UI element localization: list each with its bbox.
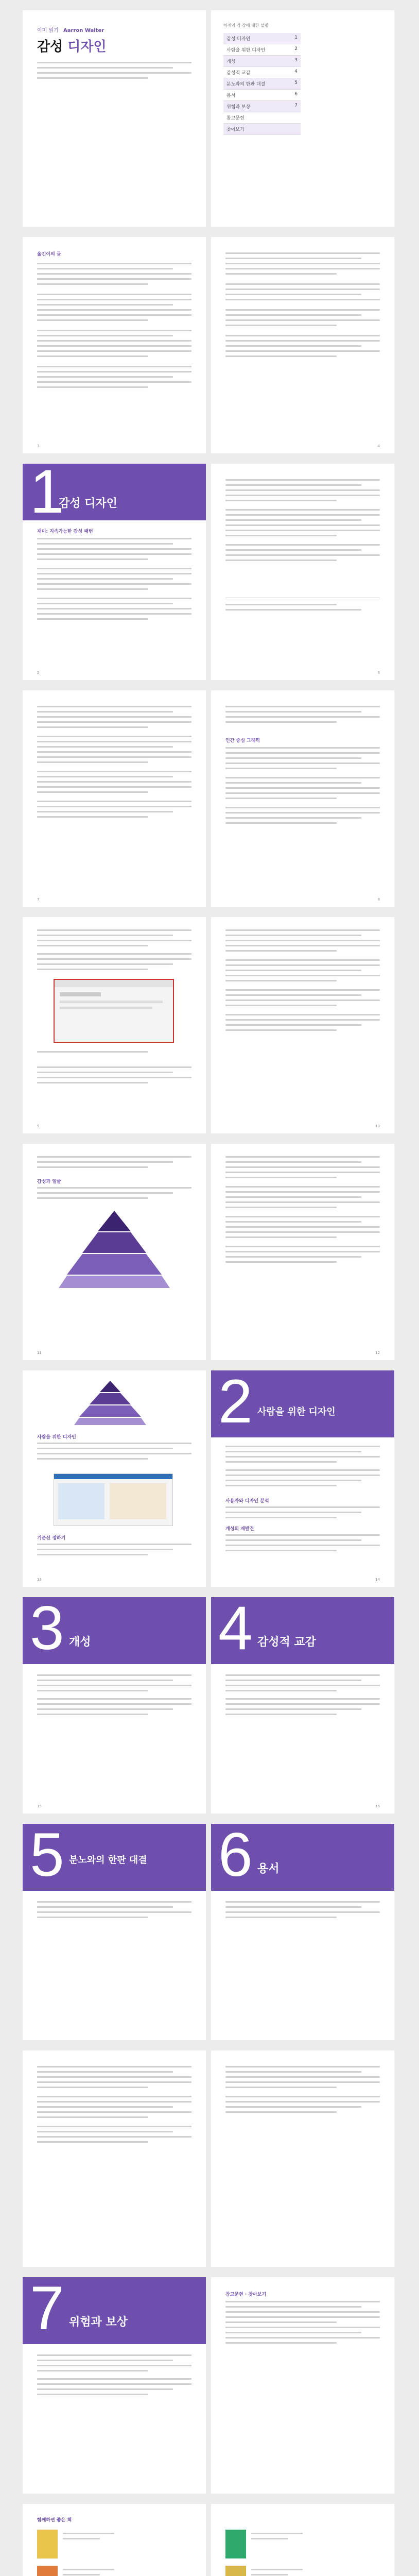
ch2-band bbox=[211, 1370, 394, 1437]
pyramid-tier-1 bbox=[100, 1381, 120, 1392]
spread-text-a bbox=[0, 690, 419, 907]
toc-item-label: 감성적 교감 bbox=[226, 71, 251, 76]
toc-item-number: 6 bbox=[294, 92, 298, 97]
screenshot-panel bbox=[110, 1483, 166, 1519]
spread-books bbox=[0, 2504, 419, 2576]
body-text bbox=[37, 1187, 191, 1202]
body-text bbox=[225, 2066, 380, 2116]
body-text bbox=[225, 706, 380, 726]
book-cover bbox=[37, 2566, 58, 2576]
toc-item-number: 5 bbox=[294, 80, 298, 86]
chapter-title: 감성 디자인 bbox=[59, 497, 117, 510]
spread-pyramid bbox=[0, 1144, 419, 1360]
book-cover bbox=[37, 2530, 58, 2558]
book-cover bbox=[225, 2530, 246, 2558]
toc-item[interactable] bbox=[223, 67, 301, 78]
body-text bbox=[37, 1544, 191, 1559]
page-number: 12 bbox=[375, 1351, 380, 1355]
book-text bbox=[251, 2569, 303, 2576]
figure-screenshot bbox=[54, 979, 174, 1043]
pyramid-tier-2 bbox=[90, 1393, 131, 1404]
ch5-opener bbox=[23, 1824, 206, 2040]
body-text bbox=[37, 2066, 191, 2146]
pyramid-tier-3 bbox=[67, 1254, 162, 1275]
pyramid-tier-3 bbox=[79, 1405, 141, 1417]
body-text bbox=[37, 1443, 191, 1463]
books-page bbox=[23, 2504, 206, 2576]
toc-list bbox=[223, 33, 301, 135]
screenshot-line bbox=[60, 1001, 163, 1003]
book-cover bbox=[225, 2566, 246, 2576]
page-number: 3 bbox=[37, 444, 40, 448]
toc-item[interactable] bbox=[223, 56, 301, 67]
toc-item-number: 1 bbox=[294, 35, 298, 40]
section-heading: 사람을 위한 디자인 bbox=[37, 1435, 76, 1440]
books-page bbox=[211, 2504, 394, 2576]
chapter-number: 3 bbox=[30, 1597, 64, 1663]
toc-item-label: 위험과 보상 bbox=[226, 105, 251, 110]
pyramid-tier-2 bbox=[82, 1232, 146, 1253]
screenshot-toolbar bbox=[55, 980, 173, 987]
body-text bbox=[37, 929, 191, 974]
section-heading: 기준선 정하기 bbox=[37, 1536, 66, 1541]
spread-ch1 bbox=[0, 464, 419, 680]
ch4-band bbox=[211, 1597, 394, 1664]
spread-cover bbox=[0, 10, 419, 227]
page-number: 13 bbox=[37, 1578, 42, 1582]
text-page bbox=[23, 2050, 206, 2267]
text-page bbox=[211, 1144, 394, 1360]
spread-ch3-ch4 bbox=[0, 1597, 419, 1814]
book-text bbox=[63, 2569, 114, 2576]
text-page bbox=[23, 917, 206, 1133]
intro-text bbox=[37, 263, 191, 392]
body-text bbox=[225, 1446, 380, 1490]
body-text bbox=[225, 1506, 380, 1522]
ch6-band bbox=[211, 1824, 394, 1891]
ch1-text-right bbox=[225, 479, 380, 565]
pyramid-page bbox=[23, 1144, 206, 1360]
toc-item-label: 찾아보기 bbox=[226, 127, 245, 132]
toc-item[interactable] bbox=[223, 33, 301, 44]
chapter-number: 2 bbox=[218, 1370, 253, 1436]
section-heading: 개성의 재발견 bbox=[225, 1527, 254, 1532]
toc-item-label: 참고문헌 bbox=[226, 116, 245, 121]
chapter-title: 위험과 보상 bbox=[69, 2316, 128, 2329]
body-text bbox=[225, 929, 380, 1035]
chapter-title: 개성 bbox=[69, 1636, 91, 1649]
page-number: 9 bbox=[37, 1124, 40, 1128]
toc-item-label: 개성 bbox=[226, 59, 236, 64]
cover-series bbox=[37, 26, 104, 33]
ch4-opener bbox=[211, 1597, 394, 1814]
ch1-opener bbox=[23, 464, 206, 680]
caption-text bbox=[37, 1051, 191, 1056]
body-text bbox=[37, 1156, 191, 1172]
body-text bbox=[37, 706, 191, 821]
toc-item-label: 용서 bbox=[226, 93, 236, 98]
spread-ch7 bbox=[0, 2277, 419, 2494]
toc-item-number: 7 bbox=[294, 103, 298, 108]
pyramid-tier-4 bbox=[59, 1276, 170, 1288]
page-number: 11 bbox=[37, 1351, 42, 1355]
ch3-opener bbox=[23, 1597, 206, 1814]
toc-heading: 차례와 각 장에 대한 설명 bbox=[223, 23, 269, 28]
page-number: 10 bbox=[375, 1124, 380, 1128]
author-name: Aarron Walter bbox=[63, 28, 104, 33]
pyramid-diagram bbox=[59, 1211, 170, 1298]
text-page bbox=[211, 690, 394, 907]
chapter-number: 4 bbox=[218, 1597, 253, 1663]
ch5-band bbox=[23, 1824, 206, 1891]
ch3-band bbox=[23, 1597, 206, 1664]
section-heading: 인간 중심 그래픽 bbox=[225, 738, 260, 743]
cover-page bbox=[23, 10, 206, 227]
toc-item-label: 사람을 위한 디자인 bbox=[226, 48, 266, 53]
body-text bbox=[37, 1674, 191, 1719]
spread-intro bbox=[0, 237, 419, 453]
foreword-text bbox=[225, 252, 380, 361]
body-text bbox=[37, 1901, 191, 1922]
series-label: 이미 읽기 bbox=[37, 28, 59, 33]
chapter-number: 1 bbox=[30, 464, 64, 526]
page-number: 4 bbox=[377, 444, 380, 448]
chapter-title: 사람을 위한 디자인 bbox=[257, 1406, 336, 1417]
footnote-text bbox=[225, 604, 380, 614]
body-text bbox=[37, 1066, 191, 1087]
text-page bbox=[211, 917, 394, 1133]
ch6-opener bbox=[211, 1824, 394, 2040]
appendix-page bbox=[211, 2277, 394, 2494]
toc-item[interactable] bbox=[223, 124, 301, 135]
spread-ch5-ch6 bbox=[0, 1824, 419, 2040]
book-text bbox=[251, 2533, 303, 2543]
section-heading: 사용자와 디자인 분석 bbox=[225, 1499, 269, 1504]
chapter-title: 용서 bbox=[257, 1862, 280, 1875]
ch7-band bbox=[23, 2277, 206, 2344]
body-text bbox=[225, 1534, 380, 1555]
body-text bbox=[225, 1901, 380, 1922]
toc-item-label: 감성 디자인 bbox=[226, 37, 251, 42]
text-page bbox=[23, 1370, 206, 1587]
body-text bbox=[225, 747, 380, 827]
page-number: 16 bbox=[375, 1804, 380, 1808]
text-page bbox=[211, 2050, 394, 2267]
toc-item[interactable] bbox=[223, 112, 301, 124]
screenshot-line bbox=[60, 1007, 152, 1009]
ch1-text-page bbox=[211, 464, 394, 680]
ch1-text bbox=[37, 538, 191, 623]
page-number: 15 bbox=[37, 1804, 42, 1808]
pyramid-tier-4 bbox=[74, 1418, 146, 1425]
intro-heading: 옮긴이의 글 bbox=[37, 252, 61, 257]
page-number: 6 bbox=[377, 671, 380, 675]
toc-item-number: 2 bbox=[294, 46, 298, 52]
toc-item-label: 분노와의 한판 대결 bbox=[226, 82, 266, 87]
page-number: 5 bbox=[37, 671, 40, 675]
chapter-title: 감성적 교감 bbox=[257, 1636, 316, 1649]
cover-title-b: 디자인 bbox=[67, 39, 107, 55]
small-pyramid-diagram bbox=[74, 1381, 146, 1427]
body-text bbox=[37, 2354, 191, 2399]
screenshot-panel bbox=[58, 1483, 104, 1519]
toc-item[interactable] bbox=[223, 101, 301, 112]
toc-page bbox=[211, 10, 394, 227]
cover-text bbox=[37, 62, 191, 82]
section-heading: 재미: 지속가능한 감성 패턴 bbox=[37, 529, 93, 534]
toc-item-number: 4 bbox=[294, 69, 298, 74]
chapter-number: 7 bbox=[30, 2277, 64, 2343]
spread-screenshot bbox=[0, 917, 419, 1133]
figure-screenshot bbox=[54, 1473, 173, 1526]
section-heading: 감성과 얼굴 bbox=[37, 1179, 61, 1184]
pyramid-tier-1 bbox=[98, 1211, 131, 1231]
body-text bbox=[225, 1156, 380, 1266]
spread-ch2 bbox=[0, 1370, 419, 1587]
screenshot-line bbox=[60, 992, 101, 996]
toc-item[interactable] bbox=[223, 90, 301, 101]
chapter-title: 분노와의 한판 대결 bbox=[69, 1855, 147, 1866]
page-number: 7 bbox=[37, 897, 40, 902]
page-number: 8 bbox=[377, 897, 380, 902]
chapter-number: 6 bbox=[218, 1824, 253, 1889]
spread-text-b bbox=[0, 2050, 419, 2267]
body-text bbox=[225, 1674, 380, 1719]
text-page bbox=[23, 690, 206, 907]
toc-item-number: 3 bbox=[294, 58, 298, 63]
cover-title-a: 감성 bbox=[37, 39, 63, 55]
ch2-opener bbox=[211, 1370, 394, 1587]
cover-title bbox=[37, 36, 107, 55]
toc-item[interactable] bbox=[223, 78, 301, 90]
page-number: 14 bbox=[375, 1578, 380, 1582]
appendix-text bbox=[225, 2301, 380, 2347]
section-heading: 함께하면 좋은 책 bbox=[37, 2518, 72, 2523]
toc-item[interactable] bbox=[223, 44, 301, 56]
book-text bbox=[63, 2533, 114, 2543]
intro-page bbox=[23, 237, 206, 453]
screenshot-toolbar bbox=[54, 1474, 172, 1479]
chapter-number: 5 bbox=[30, 1824, 64, 1889]
ch7-opener bbox=[23, 2277, 206, 2494]
foreword-page bbox=[211, 237, 394, 453]
ch1-band bbox=[23, 464, 206, 526]
section-heading: 참고문헌 · 찾아보기 bbox=[225, 2292, 267, 2297]
